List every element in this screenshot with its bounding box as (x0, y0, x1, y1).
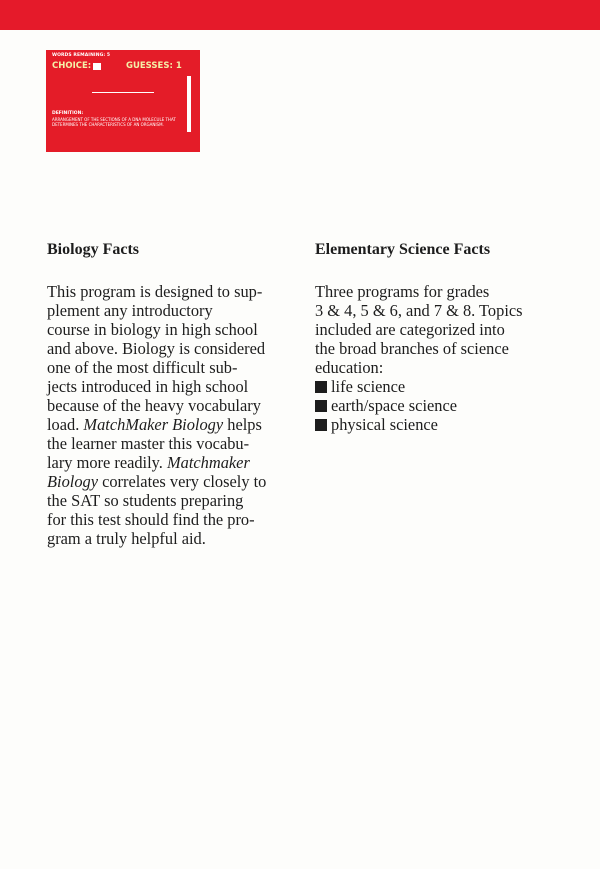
list-item: physical science (315, 415, 565, 434)
guesses-counter: GUESSES: 1 (126, 61, 182, 71)
title-biology: Biology (47, 472, 98, 491)
topics-list (315, 377, 565, 434)
biology-facts-column (47, 238, 302, 548)
choice-indicator (52, 61, 101, 71)
progress-side-bar (187, 76, 191, 132)
elementary-heading: Elementary Science Facts (315, 241, 491, 258)
elementary-science-column (315, 238, 565, 434)
biology-heading: Biology Facts (47, 241, 139, 258)
title-matchmaker-biology: MatchMaker Biology (83, 415, 224, 434)
definition-label: DEFINITION: (52, 111, 84, 116)
answer-blank-line (92, 92, 154, 93)
game-screenshot (46, 50, 200, 152)
list-item: earth/space science (315, 396, 565, 415)
square-bullet-icon (315, 419, 327, 431)
title-matchmaker: Matchmaker (167, 453, 250, 472)
square-bullet-icon (315, 381, 327, 393)
definition-text: ARRANGEMENT OF THE SECTIONS OF A DNA MOLECULE THAT DETERMINES THE CHARACTERISTICS OF AN ORGANISM. (52, 117, 176, 127)
list-item: life science (315, 377, 565, 396)
choice-label: CHOICE: (52, 61, 92, 71)
words-remaining: WORDS REMAINING: 5 (52, 53, 111, 58)
elementary-body: Three programs for grades 3 & 4, 5 & 6, and 7 & 8. Topics included are categorized into the broad branches of science education: (315, 282, 523, 377)
top-red-band (0, 0, 600, 30)
square-bullet-icon (315, 400, 327, 412)
biology-body: This program is designed to sup- plement any introductory course in biology in high school and above. Biology is considered one of the most difficult sub- jects introduced in high school because of the heavy vocabulary load. MatchMaker Biology helps the learner master this vocabu- lary more readily. Matchmaker Biology correlates very closely to the SAT so students preparing for this test should find the pro- gram a truly helpful aid. (47, 282, 267, 548)
choice-cursor-box (93, 63, 101, 70)
